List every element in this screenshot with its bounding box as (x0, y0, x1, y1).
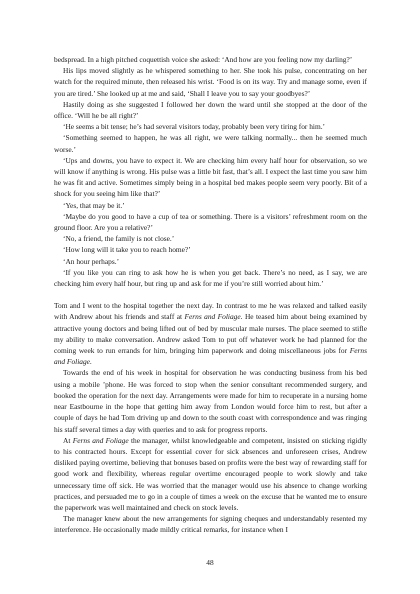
paragraph (54, 121, 367, 132)
text-run: ‘Maybe do you good to have a cup of tea or something. There is a visitors’ refreshment room on the ground floor. Are you a relative?’ (54, 211, 367, 233)
paragraph (54, 99, 367, 121)
paragraph (54, 256, 367, 267)
paragraph (54, 267, 367, 289)
italic-text: Ferns and Foliage (184, 312, 241, 322)
text-run: the manager, whilst knowledgeable and competent, insisted on sticking rigidly to his contracted hours. Except for essential cover for sick absences and unforeseen crises, Andrew disliked paying overtime, believing that bonuses based on profits were the best way of rewarding staff for good work and flexibility, whereas regular overtime encouraged people to work slowly and take unnecessary time off sick. He was worried that the manager would use his absence to change working practices, and persuaded me to go in a couple of times a week on the excuse that he wanted me to ensure the paperwork was well maintained and check on stock levels. (54, 435, 367, 512)
text-run: Hastily doing as she suggested I followed her down the ward until she stopped at the door of the office. ‘Will he be all right?’ (54, 99, 367, 121)
text-run: ‘An hour perhaps.’ (63, 256, 120, 266)
text-run: . He teased him about being examined by attractive young doctors and being lifted out of bed by muscular male nurses. The place seemed to stifle my ability to make conversation. Andrew asked Tom to put off whatever work he had planned for the coming week to run errands for him, bringing him paperwork and doing miscellaneous jobs for (54, 312, 368, 356)
paragraph (54, 367, 367, 434)
text-run: The manager knew about the new arrangements for signing cheques and understandably resented my interference. He occasionally made mildly critical remarks, for instance when I (54, 514, 367, 535)
text-run: His lips moved slightly as he whispered something to her. She took his pulse, concentrating on her watch for the required minute, then released his wrist. ‘Food is on its way. Try and manage some, even if you are tired.’ She looked up at me and said, ‘Shall I leave you to say your goodbyes?’ (54, 66, 367, 98)
paragraph (54, 233, 367, 244)
text-run: ‘Something seemed to happen, he was all right, we were talking normally... then he seemed much worse.’ (54, 133, 367, 154)
text-run: Tom and I went to the hospital together the next day. In contrast to me he was relaxed and talked easily with Andrew about his friends and staff at (54, 301, 367, 322)
text-run: ‘No, a friend, the family is not close.’ (63, 234, 175, 244)
italic-text: Ferns and Foliage (72, 435, 129, 445)
paragraph (54, 54, 367, 65)
paragraph (54, 244, 367, 255)
page-body (54, 54, 367, 536)
text-run: ‘He seems a bit tense; he’s had several visitors today, probably been very tiring for him.’ (63, 122, 326, 132)
text-run: . (89, 357, 92, 367)
italic-text: Ferns and Foliage (54, 346, 367, 367)
text-run: At (63, 435, 73, 445)
paragraph (54, 211, 367, 233)
text-run: bedspread. In a high pitched coquettish voice she asked: ‘And how are you feeling now my darling?’ (54, 55, 353, 64)
paragraph (54, 200, 367, 211)
text-run: ‘How long will it take you to reach home?’ (63, 245, 191, 255)
paragraph (54, 132, 367, 154)
page-number: 48 (206, 558, 214, 567)
paragraph (54, 435, 367, 513)
paragraph (54, 65, 367, 99)
paragraph (54, 300, 367, 367)
paragraph (54, 155, 367, 200)
text-run: Towards the end of his week in hospital for observation he was conducting business from his bed using a mobile ’phone. He was forced to stop when the senior consultant recommended surgery, and booked the operation for the next day. Arrangements were made for him to recuperate in a nursing home near Eastbourne in the hope that getting him away from London would force him to rest, but after a couple of days he had Tom driving up and down to the south coast with correspondence and was ringing his staff several times a day with queries and to ask for progress reports. (54, 368, 367, 434)
text-run: ‘Ups and downs, you have to expect it. We are checking him every half hour for observation, so we will know if anything is wrong. His pulse was a little bit fast, that’s all. I expect the last time you saw him he was fit and active. Sometimes simply being in a hospital bed makes people seem very poorly. Bit of a shock for you seeing him like that?’ (54, 155, 367, 199)
text-run: ‘If you like you can ring to ask how he is when you get back. There’s no need, as I say, we are checking him every half hour, but ring up and ask for me if you’re still worried about him.’ (54, 267, 367, 289)
paragraph (54, 513, 367, 535)
text-run: ‘Yes, that may be it.’ (63, 200, 125, 210)
